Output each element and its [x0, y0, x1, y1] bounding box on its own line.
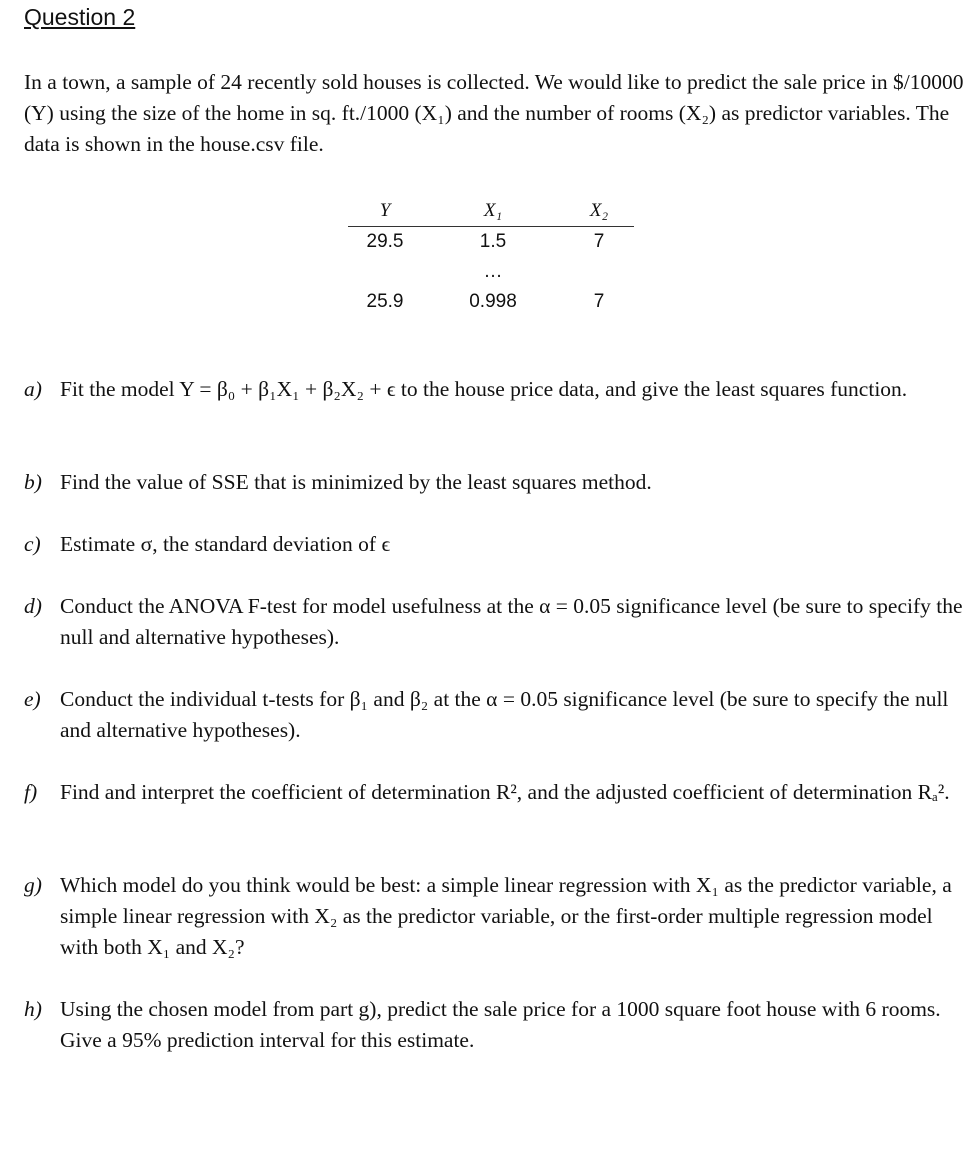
question-h — [24, 994, 964, 1056]
question-g — [24, 870, 964, 963]
table-header-row — [348, 198, 634, 227]
table-row — [348, 227, 634, 258]
question-c — [24, 529, 964, 560]
table-cell: 7 — [593, 231, 605, 252]
column-header: Y — [348, 198, 422, 227]
table-cell: 0.998 — [469, 291, 517, 312]
question-f — [24, 777, 964, 808]
question-d — [24, 591, 964, 653]
intro-paragraph: In a town, a sample of 24 recently sold houses is collected. We would like to predict the sale price in $/10000 (Y) using the size of the home in sq. ft./1000 (X₁) and the number of rooms (X₂) as predictor variables. The data is shown in the house.csv file. — [24, 70, 964, 156]
question-label: c) — [24, 532, 41, 556]
table-cell: … — [483, 261, 503, 282]
question-label: f) — [24, 780, 38, 804]
table-cell — [564, 257, 634, 287]
question-label: d) — [24, 594, 42, 618]
question-label: b) — [24, 470, 42, 494]
question-label: a) — [24, 377, 42, 401]
question-text: Conduct the individual t-tests for β₁ and β₂ at the α = 0.05 significance level (be sure to specify the null and alternative hypotheses). — [60, 687, 949, 742]
question-text: Fit the model Y = β₀ + β₁X₁ + β₂X₂ + ϵ to the house price data, and give the least squares function. — [60, 377, 908, 401]
question-text: Find and interpret the coefficient of determination R², and the adjusted coefficient of determination Rₐ². — [60, 780, 950, 804]
question-text: Using the chosen model from part g), predict the sale price for a 1000 square foot house with 6 rooms. Give a 95% prediction interval for this estimate. — [60, 997, 941, 1052]
question-e — [24, 684, 964, 746]
column-header: X₁ — [422, 198, 564, 227]
question-text: Conduct the ANOVA F-test for model usefulness at the α = 0.05 significance level (be sure to specify the null and alternative hypotheses). — [60, 594, 963, 649]
table-row — [348, 287, 634, 317]
question-b — [24, 467, 964, 498]
question-heading: Question 2 — [24, 4, 136, 30]
table-cell: 29.5 — [366, 231, 404, 252]
table-cell: 1.5 — [479, 231, 507, 252]
table-cell — [348, 257, 422, 287]
question-label: e) — [24, 687, 41, 711]
question-text: Estimate σ, the standard deviation of ϵ — [60, 532, 391, 556]
question-text: Which model do you think would be best: a simple linear regression with X₁ as the predictor variable, a simple linear regression with X₂ as the predictor variable, or the first-order multiple regression model with both X₁ and X₂? — [60, 873, 952, 959]
table-cell: 25.9 — [366, 291, 404, 312]
data-table — [348, 198, 634, 317]
table-cell: 7 — [593, 291, 605, 312]
question-label: h) — [24, 997, 42, 1021]
question-text: Find the value of SSE that is minimized by the least squares method. — [60, 470, 652, 494]
table-row — [348, 257, 634, 287]
question-label: g) — [24, 873, 42, 897]
column-header: X₂ — [564, 198, 634, 227]
question-a — [24, 374, 964, 405]
